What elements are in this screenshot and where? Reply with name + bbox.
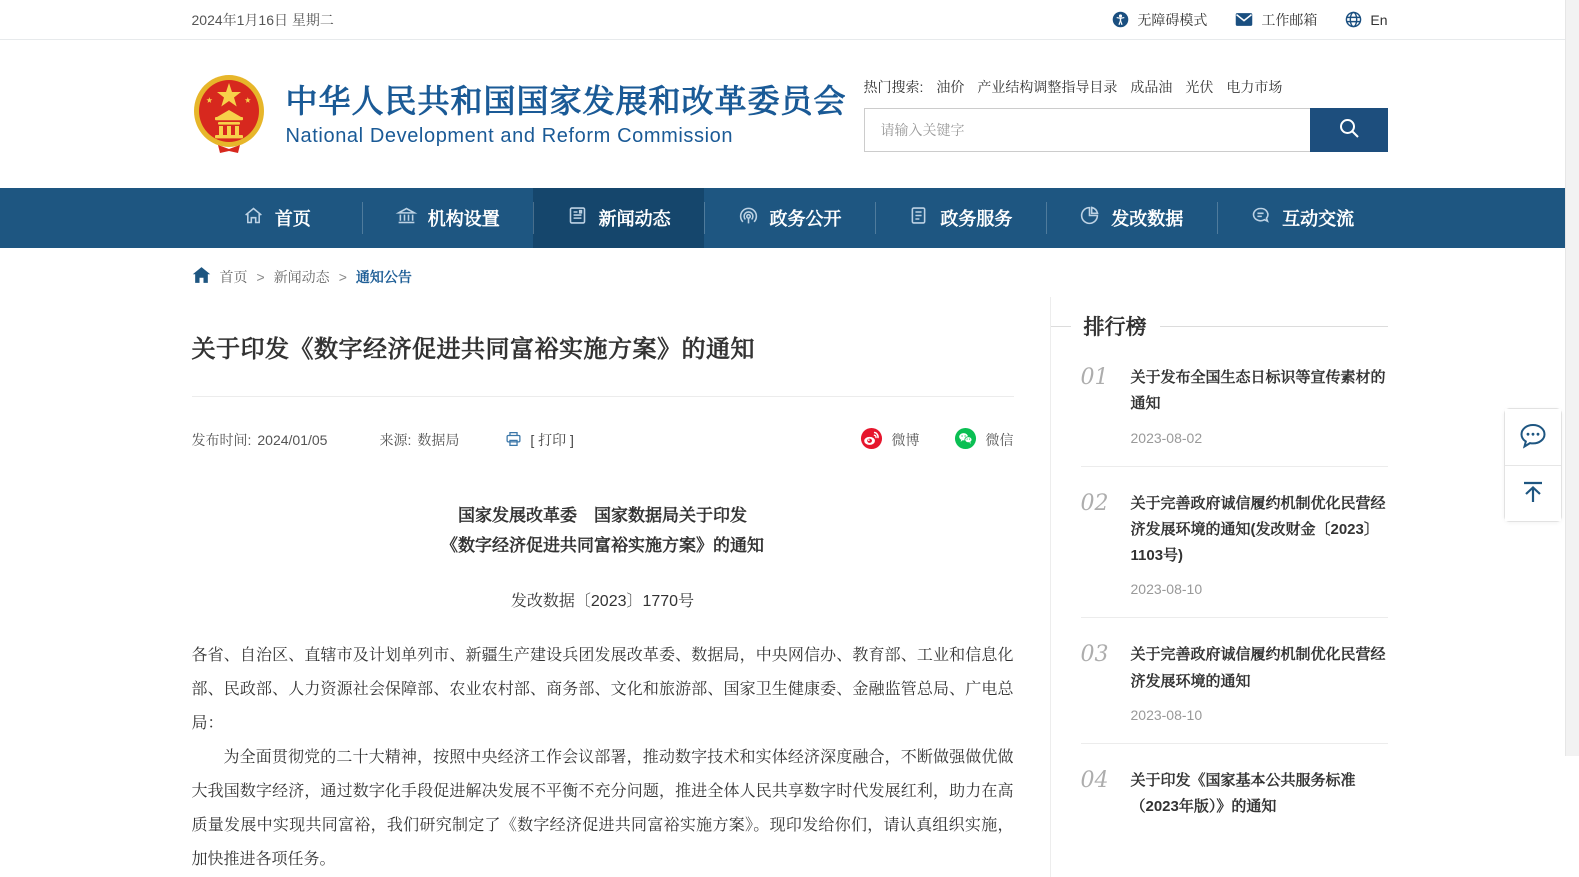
home-icon xyxy=(243,205,264,231)
breadcrumb-item-home[interactable]: 首页 xyxy=(219,268,248,285)
chat-icon xyxy=(1250,205,1271,231)
hot-search-term[interactable]: 电力市场 xyxy=(1226,78,1283,95)
weibo-icon xyxy=(860,427,883,453)
source-value: 数据局 xyxy=(417,432,460,448)
print-button[interactable] xyxy=(505,430,574,450)
article-paragraph: 为全面贯彻党的二十大精神，按照中央经济工作会议部署，推动数字技术和实体经济深度融合，不断做强做优做大我国数字经济，通过数字化手段促进解决发展不平衡不充分问题，推进全体人民共享数字时代发展红利，助力在高质量发展中实现共同富裕，我们研究制定了《数字经济促进共同富裕实施方案》。现印发给你们，请认真组织实施，加快推进各项任务。 xyxy=(191,748,1014,868)
breadcrumb-separator: > xyxy=(256,268,265,285)
accessibility-label: 无障碍模式 xyxy=(1137,11,1208,28)
wechat-label: 微信 xyxy=(985,432,1014,448)
rank-item-title: 关于完善政府诚信履约机制优化民营经济发展环境的通知 xyxy=(1130,646,1386,690)
pie-chart-icon xyxy=(1079,205,1100,231)
hot-search-row xyxy=(864,77,1388,97)
rank-item-title: 关于印发《国家基本公共服务标准（2023年版）》的通知 xyxy=(1130,771,1356,815)
top-utility-bar xyxy=(0,0,1579,40)
rank-number: 03 xyxy=(1080,642,1109,668)
document-title xyxy=(192,501,1014,561)
source-label: 来源: xyxy=(379,432,412,448)
back-to-top-button[interactable] xyxy=(1505,465,1561,521)
mail-label: 工作邮箱 xyxy=(1261,11,1318,28)
feedback-button[interactable] xyxy=(1505,409,1561,465)
share-wechat-button[interactable] xyxy=(954,427,1014,453)
nav-label: 互动交流 xyxy=(1282,209,1355,229)
site-title-en: National Development and Reform Commission xyxy=(285,124,734,147)
article-body xyxy=(192,639,1014,877)
utility-links xyxy=(1112,10,1387,30)
ranking-header xyxy=(1081,311,1388,341)
nav-label: 新闻动态 xyxy=(598,209,671,229)
hot-search-term[interactable]: 光伏 xyxy=(1185,78,1214,95)
rank-number: 01 xyxy=(1080,365,1109,390)
nav-item-news[interactable] xyxy=(533,188,704,248)
institution-icon xyxy=(396,205,417,231)
nav-label: 政务公开 xyxy=(769,209,842,229)
share-weibo-button[interactable] xyxy=(860,427,920,453)
hot-search-term[interactable]: 油价 xyxy=(936,78,965,95)
article-meta-row xyxy=(192,427,1014,453)
printer-icon xyxy=(505,431,522,450)
mail-icon xyxy=(1235,12,1253,27)
breadcrumb-home-icon[interactable] xyxy=(192,266,211,287)
publish-time-value: 2024/01/05 xyxy=(257,432,328,448)
site-header xyxy=(0,40,1579,188)
document-number: 发改数据〔2023〕1770号 xyxy=(510,592,695,610)
language-switch-link[interactable] xyxy=(1345,11,1387,28)
breadcrumb-separator: > xyxy=(338,268,347,285)
rank-item-title: 关于完善政府诚信履约机制优化民营经济发展环境的通知(发改财金〔2023〕1103号) xyxy=(1130,494,1386,564)
ranking-title: 排行榜 xyxy=(1083,316,1147,339)
publish-time xyxy=(192,430,328,450)
nav-item-gov-disclosure[interactable] xyxy=(704,188,875,248)
nav-label: 机构设置 xyxy=(427,209,500,229)
chat-dots-icon xyxy=(1518,422,1548,453)
ranking-item-3[interactable] xyxy=(1081,618,1388,744)
source xyxy=(379,430,459,450)
document-title-line1: 国家发展改革委 国家数据局关于印发 xyxy=(458,506,747,525)
publish-time-label: 发布时间: xyxy=(191,432,252,448)
breadcrumb-item-news[interactable]: 新闻动态 xyxy=(273,268,330,285)
rank-item-date: 2023-08-10 xyxy=(1130,706,1203,723)
print-label: [ 打印 ] xyxy=(530,432,574,448)
rank-item-date: 2023-08-10 xyxy=(1130,581,1203,598)
article-paragraph: 各省、自治区、直辖市及计划单列市、新疆生产建设兵团发展改革委、数据局，中央网信办、教育部、工业和信息化部、民政部、人力资源社会保障部、农业农村部、商务部、文化和旅游部、国家卫生健康委、金融监管总局、广电总局： xyxy=(191,646,1014,732)
share-row xyxy=(860,427,1014,453)
document-icon xyxy=(908,205,929,231)
rank-number: 02 xyxy=(1080,490,1109,516)
rank-item-title: 关于发布全国生态日标识等宣传素材的通知 xyxy=(1130,369,1386,413)
breadcrumb-item-notices[interactable]: 通知公告 xyxy=(355,268,412,285)
accessibility-mode-link[interactable] xyxy=(1112,10,1207,30)
ranking-sidebar xyxy=(1050,297,1388,877)
nav-item-home[interactable] xyxy=(192,188,363,248)
hot-search-label: 热门搜索: xyxy=(863,78,924,95)
work-mail-link[interactable] xyxy=(1235,10,1317,30)
search-bar xyxy=(864,108,1388,152)
wechat-icon xyxy=(954,427,977,453)
search-button[interactable] xyxy=(1310,108,1388,152)
floating-toolbar xyxy=(1504,408,1562,522)
hot-search-term[interactable]: 成品油 xyxy=(1130,78,1173,95)
current-date: 2024年1月16日 星期二 xyxy=(191,11,334,28)
primary-nav xyxy=(0,188,1579,248)
news-icon xyxy=(567,205,588,231)
weibo-label: 微博 xyxy=(891,432,920,448)
rank-item-date: 2023-08-02 xyxy=(1130,429,1203,446)
article-area xyxy=(192,297,1050,877)
ranking-item-4[interactable] xyxy=(1081,744,1388,853)
page-title: 关于印发《数字经济促进共同富裕实施方案》的通知 xyxy=(191,336,755,363)
nav-label: 首页 xyxy=(274,209,311,229)
to-top-icon xyxy=(1519,478,1547,509)
site-brand[interactable] xyxy=(192,73,847,155)
site-titles xyxy=(286,81,847,148)
globe-icon xyxy=(1345,11,1362,28)
accessibility-icon xyxy=(1112,11,1129,28)
language-label: En xyxy=(1370,11,1388,28)
search-area xyxy=(864,77,1388,152)
page-scrollbar[interactable] xyxy=(1565,0,1579,756)
nav-item-interaction[interactable] xyxy=(1217,188,1388,248)
nav-label: 发改数据 xyxy=(1111,209,1184,229)
rank-number: 04 xyxy=(1080,767,1109,793)
nav-label: 政务服务 xyxy=(940,209,1013,229)
nav-item-gov-services[interactable] xyxy=(875,188,1046,248)
title-divider xyxy=(192,396,1014,397)
nav-item-ndrc-data[interactable] xyxy=(1046,188,1217,248)
breadcrumb xyxy=(192,266,1388,287)
hot-search-term[interactable]: 产业结构调整指导目录 xyxy=(977,78,1118,95)
nav-item-organization[interactable] xyxy=(362,188,533,248)
search-input[interactable] xyxy=(864,108,1310,152)
national-emblem-logo xyxy=(192,73,266,155)
ranking-item-1[interactable] xyxy=(1081,341,1388,467)
ranking-item-2[interactable] xyxy=(1081,467,1388,619)
broadcast-icon xyxy=(738,205,759,231)
document-title-line2: 《数字经济促进共同富裕实施方案》的通知 xyxy=(441,535,764,555)
site-title-zh: 中华人民共和国国家发展和改革委员会 xyxy=(285,82,847,119)
search-icon xyxy=(1337,116,1361,143)
